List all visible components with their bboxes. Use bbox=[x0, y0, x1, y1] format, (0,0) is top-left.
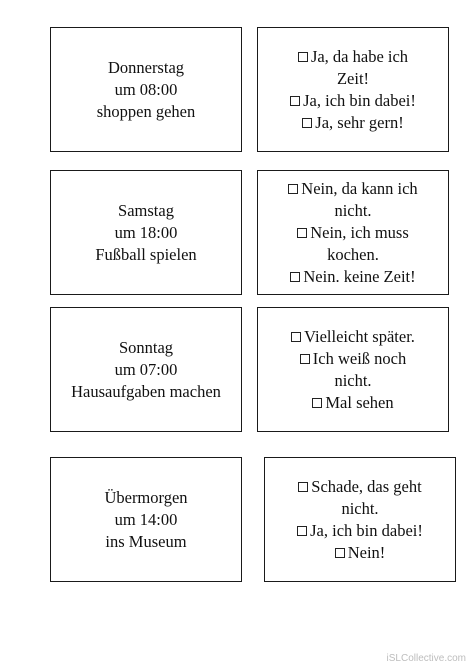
response-option: Ja, sehr gern! bbox=[302, 112, 403, 134]
response-option-continuation: nicht. bbox=[334, 370, 372, 390]
checkbox-icon[interactable] bbox=[335, 548, 345, 558]
checkbox-icon[interactable] bbox=[290, 96, 300, 106]
event-card-4 bbox=[50, 457, 242, 582]
event-card-3 bbox=[50, 307, 242, 432]
response-option: Ja, ich bin dabei! bbox=[290, 90, 416, 112]
checkbox-icon[interactable] bbox=[298, 52, 308, 62]
response-option: Mal sehen bbox=[312, 392, 393, 414]
event-day: Samstag bbox=[118, 200, 174, 220]
checkbox-icon[interactable] bbox=[312, 398, 322, 408]
event-card-2 bbox=[50, 170, 242, 295]
event-activity: shoppen gehen bbox=[96, 101, 196, 121]
event-time: um 14:00 bbox=[114, 509, 178, 529]
event-time: um 07:00 bbox=[114, 359, 178, 379]
response-option: Vielleicht später. bbox=[291, 326, 415, 348]
watermark-footer: iSLCollective.com bbox=[386, 653, 466, 664]
event-day: Übermorgen bbox=[104, 487, 188, 507]
checkbox-icon[interactable] bbox=[290, 272, 300, 282]
response-option: Ja, ich bin dabei! bbox=[297, 520, 423, 542]
response-card-2 bbox=[257, 170, 449, 295]
response-card-4 bbox=[264, 457, 456, 582]
event-time: um 18:00 bbox=[114, 222, 178, 242]
checkbox-icon[interactable] bbox=[297, 526, 307, 536]
response-option: Nein, ich muss bbox=[297, 222, 409, 244]
response-card-3 bbox=[257, 307, 449, 432]
checkbox-icon[interactable] bbox=[300, 354, 310, 364]
response-option: Nein! bbox=[335, 542, 386, 564]
checkbox-icon[interactable] bbox=[297, 228, 307, 238]
response-option-continuation: kochen. bbox=[327, 244, 379, 264]
response-option: Schade, das geht bbox=[298, 476, 421, 498]
checkbox-icon[interactable] bbox=[291, 332, 301, 342]
response-option: Nein. keine Zeit! bbox=[290, 266, 415, 288]
response-option: Ich weiß noch bbox=[300, 348, 406, 370]
response-option-continuation: nicht. bbox=[334, 200, 372, 220]
response-card-1 bbox=[257, 27, 449, 152]
checkbox-icon[interactable] bbox=[288, 184, 298, 194]
event-time: um 08:00 bbox=[114, 79, 178, 99]
response-option-continuation: Zeit! bbox=[336, 68, 370, 88]
response-option-continuation: nicht. bbox=[341, 498, 379, 518]
checkbox-icon[interactable] bbox=[302, 118, 312, 128]
response-option: Nein, da kann ich bbox=[288, 178, 417, 200]
checkbox-icon[interactable] bbox=[298, 482, 308, 492]
response-option: Ja, da habe ich bbox=[298, 46, 408, 68]
event-activity: Hausaufgaben machen bbox=[71, 381, 221, 401]
event-day: Donnerstag bbox=[107, 57, 185, 77]
event-card-1 bbox=[50, 27, 242, 152]
event-activity: ins Museum bbox=[105, 531, 187, 551]
event-activity: Fußball spielen bbox=[95, 244, 197, 264]
event-day: Sonntag bbox=[118, 337, 174, 357]
